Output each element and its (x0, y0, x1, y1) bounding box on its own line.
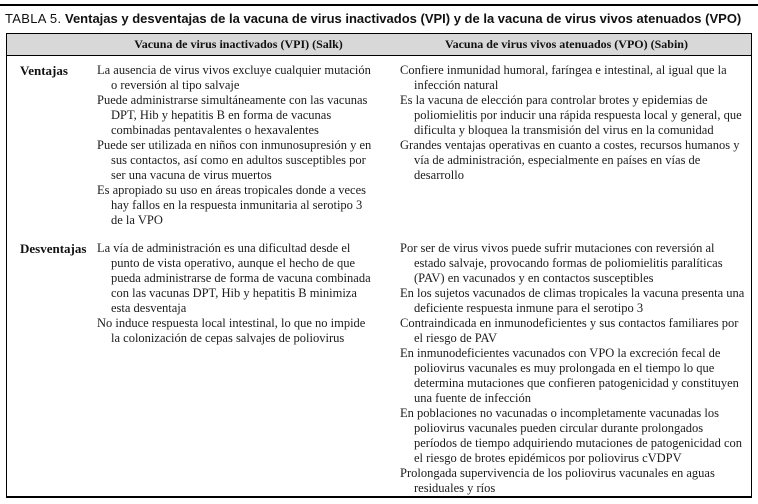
cell-ventajas-vpo (382, 61, 751, 183)
list-item: En poblaciones no vacunadas o incompletamente vacunadas los poliovirus vacunales pueden circular durante prolongados períodos de tiempo adquiriendo mutaciones de patogenicidad con el riesgo de brotes epidémicos por poliovirus cVDPV (400, 406, 743, 465)
list-item: No induce respuesta local intestinal, lo que no impide la colonización de cepas salvajes de poliovirus (97, 316, 366, 345)
comparison-table (6, 33, 752, 498)
list-item: Es la vacuna de elección para controlar brotes y epidemias de poliomielitis por inducir una rápida respuesta local y general, que dificulta y bloquea la transmisión del virus en la comunidad (400, 93, 742, 137)
table-row-ventajas (7, 61, 751, 237)
list-item: En inmunodeficientes vacunados con VPO la excreción fecal de poliovirus vacunales es muy prolongada en el tiempo lo que determina mutaciones que confieren patogenicidad y constituyen una fuente de infección (400, 346, 739, 405)
cell-desventajas-vpo (382, 239, 751, 496)
list-item: En los sujetos vacunados de climas tropicales la vacuna presenta una deficiente respuesta inmune para el serotipo 3 (400, 286, 745, 315)
list-item: Confiere inmunidad humoral, faríngea e intestinal, al igual que la infección natural (400, 63, 727, 92)
list-item: Puede administrarse simultáneamente con las vacunas DPT, Hib y hepatitis B en forma de vacunas combinadas pentavalentes o hexavalentes (97, 93, 368, 137)
row-label-ventajas: Ventajas (20, 63, 68, 78)
list-item: Por ser de virus vivos puede sufrir mutaciones con reversión al estado salvaje, provocando formas de poliomielitis paralíticas (PAV) en vacunados y en contactos susceptibles (400, 241, 723, 285)
table-title-text: Ventajas y desventajas de la vacuna de virus inactivados (VPI) y de la vacuna de virus vivos atenuados (VPO) (64, 11, 742, 26)
row-label-desventajas: Desventajas (20, 241, 87, 256)
list-item: Contraindicada en inmunodeficientes y sus contactos familiares por el riesgo de PAV (400, 316, 739, 345)
table-title (5, 11, 755, 27)
list-item: Puede ser utilizada en niños con inmunosupresión y en sus contactos, así como en adultos susceptibles por ser una vacuna de virus muertos (97, 138, 372, 182)
top-rule-divider (0, 4, 758, 6)
column-header-vpi: Vacuna de virus inactivados (VPI) (Salk) (134, 37, 343, 51)
column-header-vpo: Vacuna de virus vivos atenuados (VPO) (Sabin) (445, 37, 688, 51)
list-item: Prolongada supervivencia de los poliovirus vacunales en aguas residuales y ríos (400, 466, 715, 495)
list-item: La ausencia de virus vivos excluye cualquier mutación o reversión al tipo salvaje (97, 63, 371, 92)
list-item: Es apropiado su uso en áreas tropicales donde a veces hay fallos en la respuesta inmunitaria al serotipo 3 de la VPO (97, 183, 367, 227)
table-header-row (7, 34, 751, 56)
cell-ventajas-vpi (95, 61, 382, 228)
list-item: Grandes ventajas operativas en cuanto a costes, recursos humanos y vía de administración, especialmente en países en vías de desarrollo (400, 138, 740, 182)
header-corner-cell (7, 34, 95, 55)
list-item: La vía de administración es una dificultad desde el punto de vista operativo, aunque el hecho de que pueda administrarse de forma de vacuna combinada con las vacunas DPT, Hib y hepatitis B minimiza esta desventaja (97, 241, 371, 315)
table-body (7, 56, 751, 496)
table-row-desventajas (7, 239, 751, 496)
cell-desventajas-vpi (95, 239, 382, 346)
table-number-label: TABLA 5. (5, 11, 62, 26)
